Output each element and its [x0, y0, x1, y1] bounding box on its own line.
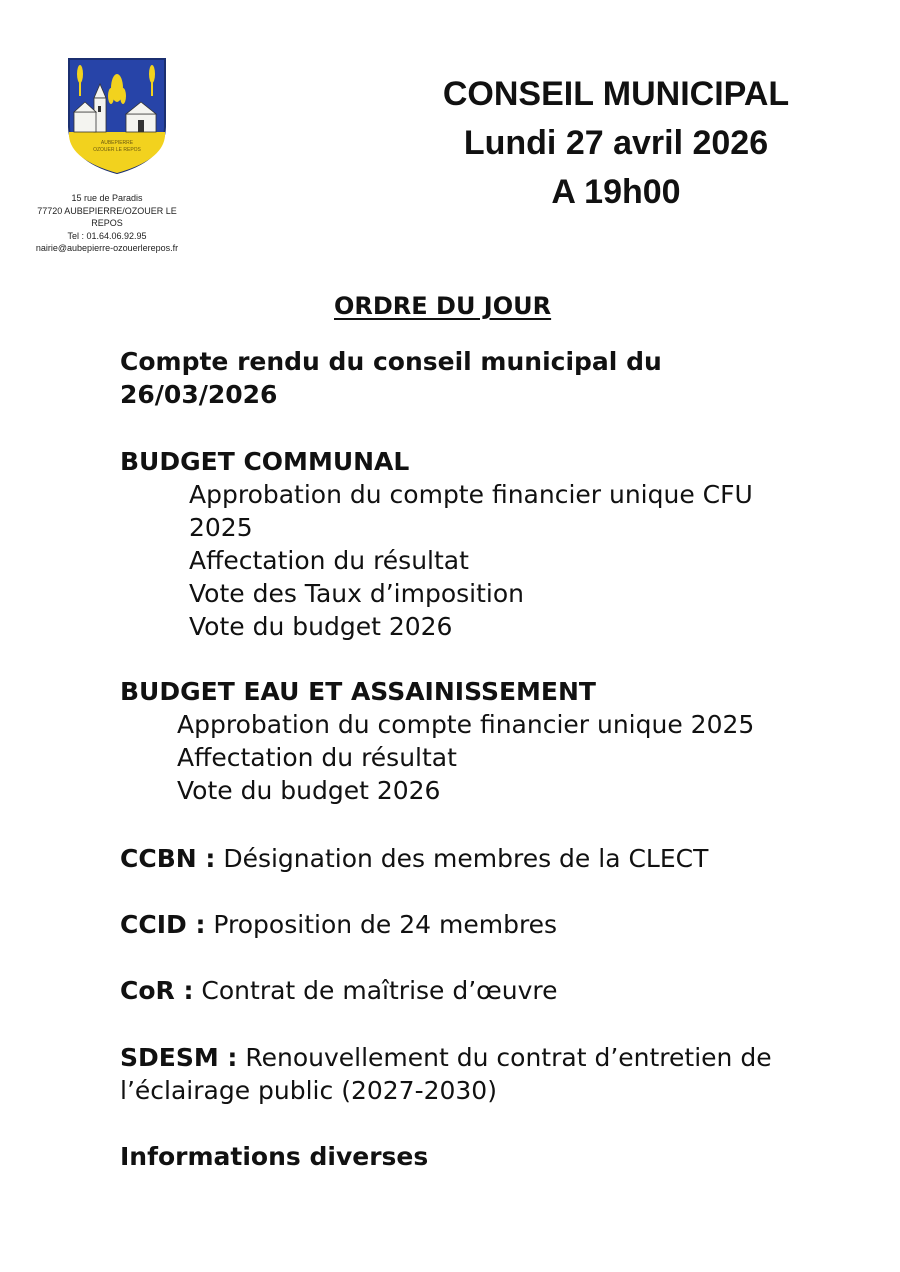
page-title: CONSEIL MUNICIPAL: [442, 75, 790, 113]
header-title-block: [400, 70, 832, 217]
budget-communal-item: Affectation du résultat: [189, 546, 469, 575]
ccid-label: CCID :: [120, 910, 206, 939]
cor-label: CoR :: [120, 976, 194, 1005]
ccbn-text: Désignation des membres de la CLECT: [215, 844, 709, 873]
agenda-item-compte-rendu: [120, 345, 662, 411]
sdesm-label: SDESM :: [120, 1043, 238, 1072]
agenda-section-budget-eau: [120, 675, 754, 807]
budget-eau-item: Vote du budget 2026: [177, 776, 441, 805]
address-city-line2: REPOS: [91, 218, 123, 228]
agenda-section-budget-communal: [120, 445, 753, 643]
budget-eau-item: Affectation du résultat: [177, 743, 457, 772]
mairie-address: [22, 192, 192, 255]
coat-of-arms-logo: [66, 56, 168, 176]
agenda-item-ccid: [120, 908, 557, 941]
address-city-line1: 77720 AUBEPIERRE/OZOUER LE: [37, 205, 177, 216]
compte-rendu-line1: Compte rendu du conseil municipal du: [120, 347, 662, 376]
agenda-title: ORDRE DU JOUR: [334, 292, 552, 320]
sdesm-line2: l’éclairage public (2027-2030): [120, 1076, 497, 1105]
ccbn-label: CCBN :: [120, 844, 216, 873]
agenda-item-cor: [120, 974, 558, 1007]
address-tel: Tel : 01.64.06.92.95: [67, 230, 147, 241]
address-street: 15 rue de Paradis: [71, 193, 143, 203]
budget-communal-item: 2025: [189, 513, 253, 542]
cor-text: Contrat de maîtrise d’œuvre: [193, 976, 558, 1005]
budget-communal-item: Vote des Taux d’imposition: [189, 579, 524, 608]
meeting-time: A 19h00: [551, 173, 681, 211]
budget-communal-heading: BUDGET COMMUNAL: [120, 447, 410, 476]
agenda-item-ccbn: [120, 842, 708, 875]
address-email: nairie@aubepierre-ozouerlerepos.fr: [35, 243, 179, 253]
budget-eau-item: Approbation du compte financier unique 2025: [177, 710, 755, 739]
meeting-date: Lundi 27 avril 2026: [463, 124, 769, 162]
compte-rendu-line2: 26/03/2026: [120, 380, 278, 409]
budget-communal-item: Approbation du compte financier unique CFU: [189, 480, 753, 509]
agenda-item-sdesm: [120, 1041, 772, 1107]
ccid-text: Proposition de 24 membres: [205, 910, 558, 939]
budget-communal-item: Vote du budget 2026: [189, 612, 453, 641]
svg-text:OZOUER LE REPOS: OZOUER LE REPOS: [93, 147, 141, 153]
budget-eau-heading: BUDGET EAU ET ASSAINISSEMENT: [120, 677, 596, 706]
sdesm-text: Renouvellement du contrat d’entretien de: [237, 1043, 772, 1072]
agenda-item-informations: Informations diverses: [120, 1142, 429, 1171]
svg-text:AUBEPIERRE: AUBEPIERRE: [100, 140, 134, 146]
